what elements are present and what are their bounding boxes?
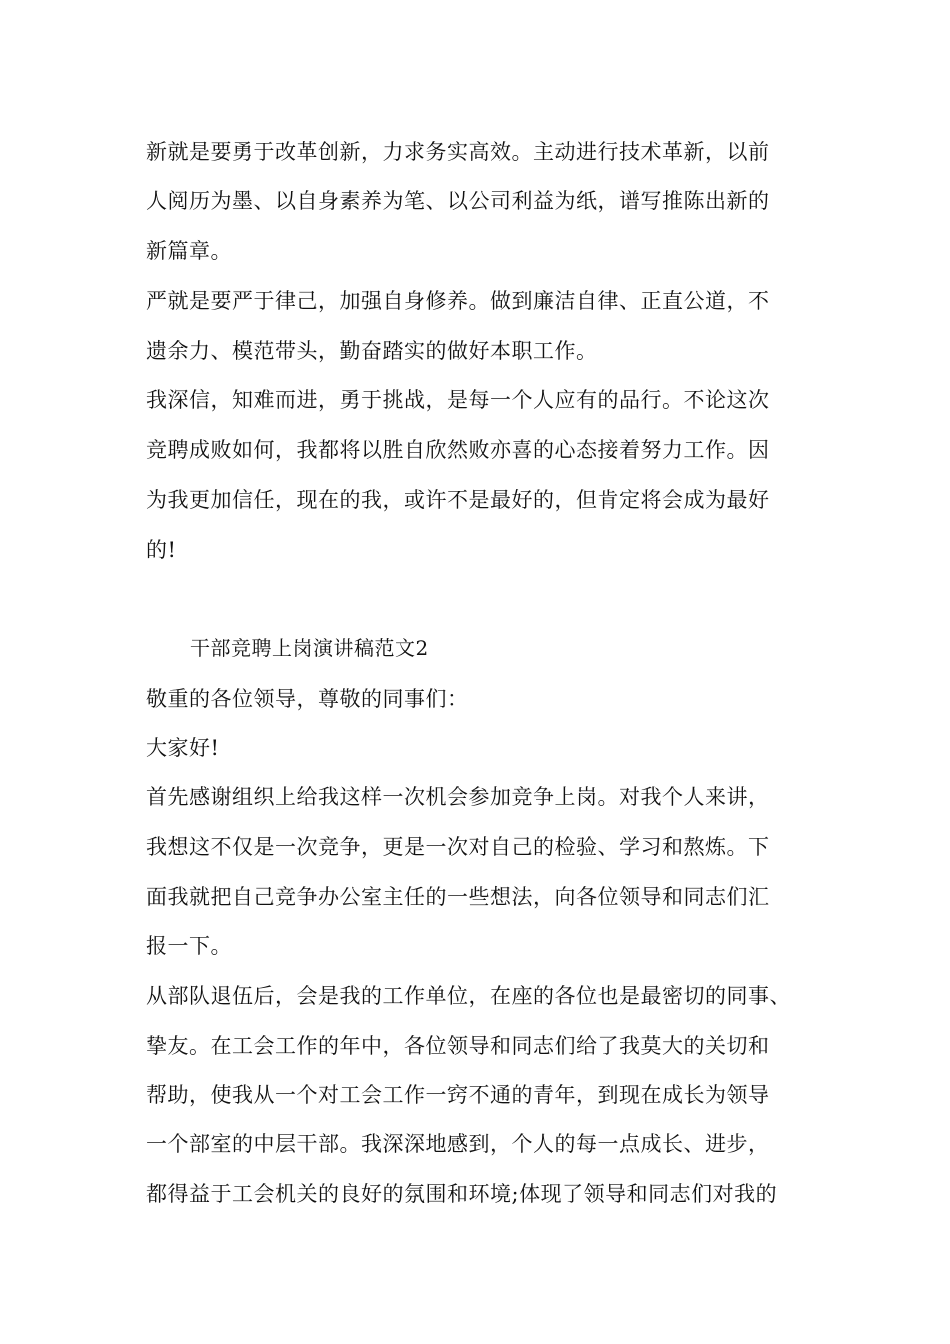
- paragraph-line: 帮助，使我从一个对工会工作一窍不通的青年，到现在成长为领导: [146, 1083, 770, 1107]
- paragraph-line: 我想这不仅是一次竞争，更是一次对自己的检验、学习和熬炼。下: [146, 835, 770, 859]
- section-heading: 干部竞聘上岗演讲稿范文2: [190, 636, 429, 660]
- paragraph-line: 的!: [146, 538, 177, 562]
- paragraph-line: 一个部室的中层干部。我深深地感到，个人的每一点成长、进步，: [146, 1132, 770, 1156]
- paragraph-line: 大家好!: [146, 736, 220, 760]
- paragraph-line: 报一下。: [146, 934, 232, 958]
- paragraph-line: 遗余力、模范带头，勤奋踏实的做好本职工作。: [146, 339, 598, 363]
- paragraph-line: 我深信，知难而进，勇于挑战，是每一个人应有的品行。不论这次: [146, 388, 770, 412]
- paragraph-line: 新篇章。: [146, 239, 232, 263]
- paragraph-line: 从部队退伍后，会是我的工作单位，在座的各位也是最密切的同事、: [146, 984, 791, 1008]
- paragraph-line: 严就是要严于律己，加强自身修养。做到廉洁自律、正直公道，不: [146, 289, 770, 313]
- paragraph-line: 为我更加信任，现在的我，或许不是最好的，但肯定将会成为最好: [146, 488, 770, 512]
- paragraph-line: 都得益于工会机关的良好的氛围和环境;体现了领导和同志们对我的: [146, 1182, 778, 1206]
- paragraph-line: 敬重的各位领导，尊敬的同事们：: [146, 687, 469, 711]
- paragraph-line: 人阅历为墨、以自身素养为笔、以公司利益为纸，谱写推陈出新的: [146, 189, 770, 213]
- paragraph-line: 挚友。在工会工作的年中，各位领导和同志们给了我莫大的关切和: [146, 1034, 770, 1058]
- paragraph-line: 面我就把自己竞争办公室主任的一些想法，向各位领导和同志们汇: [146, 885, 770, 909]
- paragraph-line: 新就是要勇于改革创新，力求务实高效。主动进行技术革新，以前: [146, 140, 770, 164]
- paragraph-line: 竞聘成败如何，我都将以胜自欣然败亦喜的心态接着努力工作。因: [146, 438, 770, 462]
- paragraph-line: 首先感谢组织上给我这样一次机会参加竞争上岗。对我个人来讲，: [146, 785, 770, 809]
